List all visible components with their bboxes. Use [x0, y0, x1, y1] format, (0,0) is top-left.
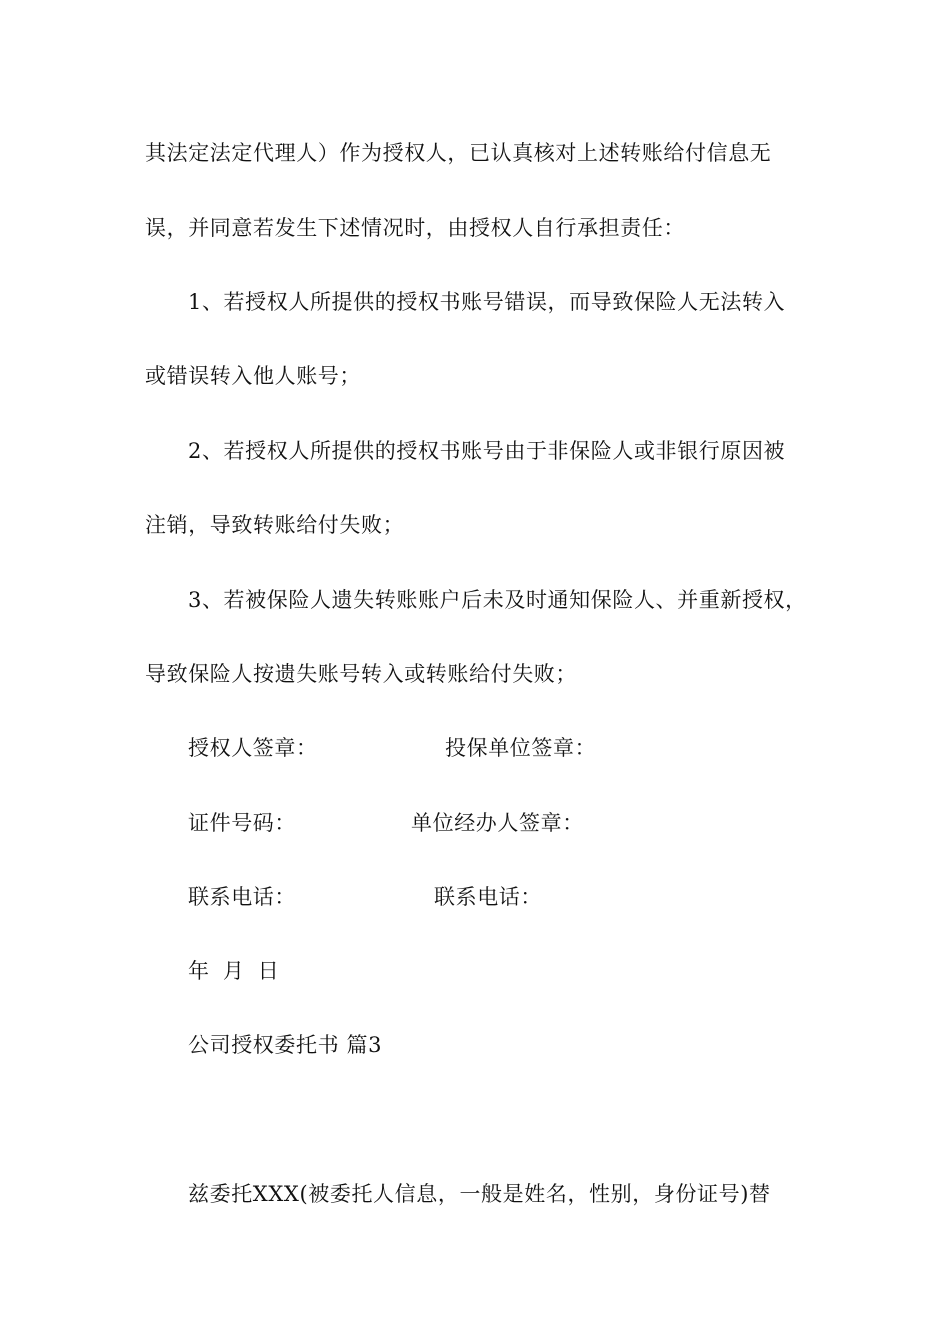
authorizer-seal-label: 授权人签章： — [188, 736, 318, 760]
item-1-line-1: 1、若授权人所提供的授权书账号错误，而导致保险人无法转入 — [188, 290, 786, 314]
phone-label-left: 联系电话： — [188, 885, 296, 909]
date-label: 年 月 日 — [188, 959, 280, 983]
id-number-label: 证件号码： — [188, 811, 296, 835]
item-2-line-2: 注销，导致转账给付失败； — [145, 513, 405, 537]
phone-label-right: 联系电话： — [434, 885, 542, 909]
unit-agent-seal-label: 单位经办人签章： — [411, 811, 584, 835]
item-3-line-1: 3、若被保险人遗失转账账户后未及时通知保险人、并重新授权， — [188, 588, 807, 612]
entrust-line: 兹委托XXX(被委托人信息，一般是姓名，性别，身份证号)替 — [188, 1182, 771, 1206]
item-3-line-2: 导致保险人按遗失账号转入或转账给付失败； — [145, 662, 577, 686]
intro-line-2: 误，并同意若发生下述情况时，由授权人自行承担责任： — [145, 216, 685, 240]
item-2-line-1: 2、若授权人所提供的授权书账号由于非保险人或非银行原因被 — [188, 439, 786, 463]
section-title: 公司授权委托书 篇3 — [188, 1033, 383, 1057]
intro-line-1: 其法定法定代理人）作为授权人，已认真核对上述转账给付信息无 — [145, 141, 772, 165]
item-1-line-2: 或错误转入他人账号； — [145, 364, 361, 388]
insured-unit-seal-label: 投保单位签章： — [445, 736, 597, 760]
